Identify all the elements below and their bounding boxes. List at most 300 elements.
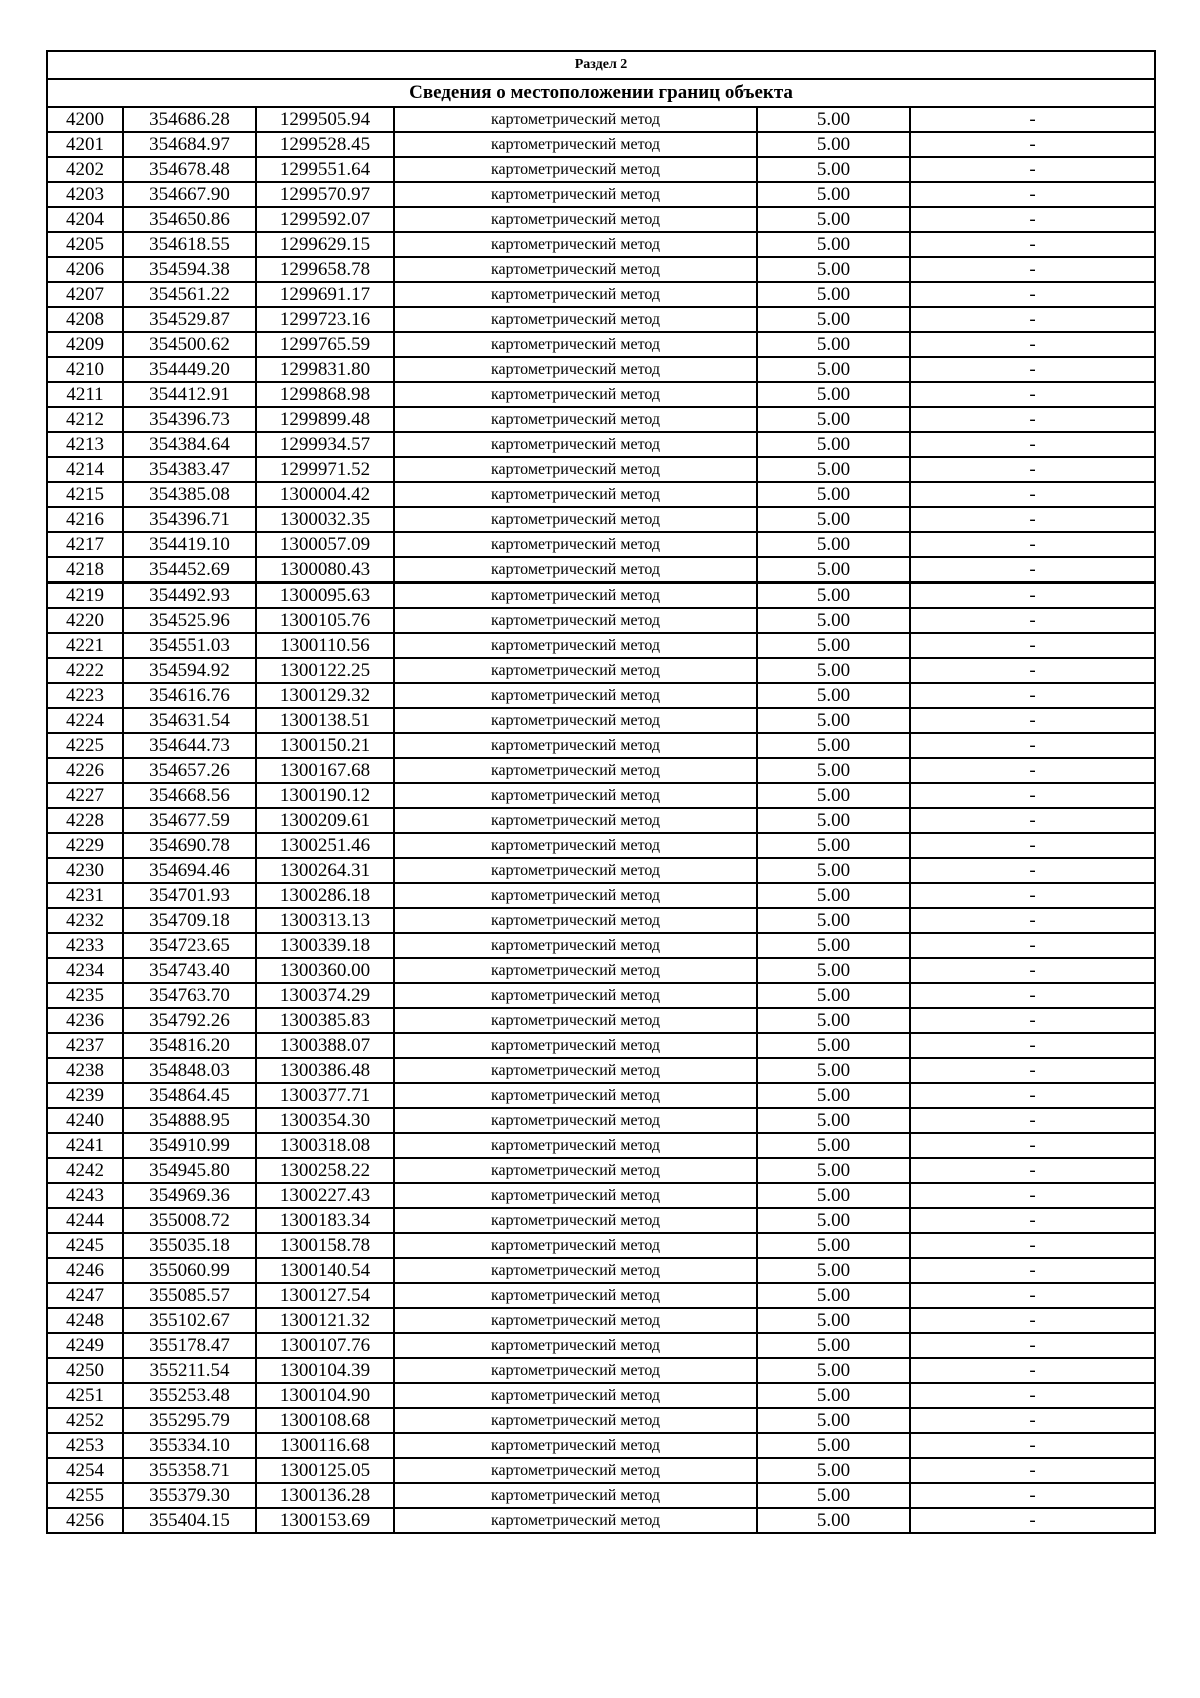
- accuracy-cell: 5.00: [757, 908, 910, 933]
- coordinate-y-cell: 1300318.08: [256, 1133, 394, 1158]
- method-cell: картометрический метод: [394, 1283, 757, 1308]
- point-number-cell: 4224: [47, 708, 123, 733]
- method-cell: картометрический метод: [394, 1033, 757, 1058]
- accuracy-cell: 5.00: [757, 1333, 910, 1358]
- coordinate-x-cell: 355035.18: [123, 1233, 256, 1258]
- note-cell: -: [910, 883, 1155, 908]
- coordinate-y-cell: 1300136.28: [256, 1483, 394, 1508]
- coordinate-y-cell: 1299934.57: [256, 432, 394, 457]
- accuracy-cell: 5.00: [757, 1458, 910, 1483]
- coordinate-x-cell: 354723.65: [123, 933, 256, 958]
- coordinate-x-cell: 354678.48: [123, 157, 256, 182]
- coordinate-x-cell: 354694.46: [123, 858, 256, 883]
- note-cell: -: [910, 908, 1155, 933]
- table-row: [47, 633, 1155, 658]
- note-cell: -: [910, 1333, 1155, 1358]
- note-cell: -: [910, 1158, 1155, 1183]
- accuracy-cell: 5.00: [757, 132, 910, 157]
- point-number-cell: 4244: [47, 1208, 123, 1233]
- accuracy-cell: 5.00: [757, 983, 910, 1008]
- coordinate-x-cell: 354969.36: [123, 1183, 256, 1208]
- coordinate-x-cell: 354792.26: [123, 1008, 256, 1033]
- accuracy-cell: 5.00: [757, 482, 910, 507]
- method-cell: картометрический метод: [394, 858, 757, 883]
- coordinate-y-cell: 1300108.68: [256, 1408, 394, 1433]
- coordinate-x-cell: 354385.08: [123, 482, 256, 507]
- coordinate-y-cell: 1300377.71: [256, 1083, 394, 1108]
- note-cell: -: [910, 633, 1155, 658]
- table-row: [47, 1008, 1155, 1033]
- table-row: [47, 783, 1155, 808]
- point-number-cell: 4250: [47, 1358, 123, 1383]
- coordinate-y-cell: 1300158.78: [256, 1233, 394, 1258]
- coordinate-x-cell: 355085.57: [123, 1283, 256, 1308]
- accuracy-cell: 5.00: [757, 1208, 910, 1233]
- note-cell: -: [910, 1133, 1155, 1158]
- point-number-cell: 4235: [47, 983, 123, 1008]
- coordinate-x-cell: 354449.20: [123, 357, 256, 382]
- point-number-cell: 4219: [47, 583, 123, 609]
- accuracy-cell: 5.00: [757, 282, 910, 307]
- point-number-cell: 4232: [47, 908, 123, 933]
- coordinate-y-cell: 1300388.07: [256, 1033, 394, 1058]
- coordinate-x-cell: 354848.03: [123, 1058, 256, 1083]
- method-cell: картометрический метод: [394, 883, 757, 908]
- table-row: [47, 1283, 1155, 1308]
- coordinate-y-cell: 1300258.22: [256, 1158, 394, 1183]
- table-row: [47, 933, 1155, 958]
- accuracy-cell: 5.00: [757, 1308, 910, 1333]
- point-number-cell: 4256: [47, 1508, 123, 1533]
- table-row: [47, 683, 1155, 708]
- accuracy-cell: 5.00: [757, 257, 910, 282]
- coordinate-x-cell: 354452.69: [123, 557, 256, 583]
- coordinate-x-cell: 354668.56: [123, 783, 256, 808]
- point-number-cell: 4240: [47, 1108, 123, 1133]
- note-cell: -: [910, 1408, 1155, 1433]
- table-row: [47, 482, 1155, 507]
- coordinate-x-cell: 354500.62: [123, 332, 256, 357]
- coordinate-y-cell: 1300386.48: [256, 1058, 394, 1083]
- note-cell: -: [910, 808, 1155, 833]
- point-number-cell: 4205: [47, 232, 123, 257]
- section-title: Сведения о местоположении границ объекта: [47, 79, 1155, 107]
- accuracy-cell: 5.00: [757, 182, 910, 207]
- coordinate-x-cell: 355102.67: [123, 1308, 256, 1333]
- method-cell: картометрический метод: [394, 1133, 757, 1158]
- coordinate-y-cell: 1300122.25: [256, 658, 394, 683]
- point-number-cell: 4234: [47, 958, 123, 983]
- point-number-cell: 4206: [47, 257, 123, 282]
- accuracy-cell: 5.00: [757, 1133, 910, 1158]
- accuracy-cell: 5.00: [757, 532, 910, 557]
- table-row: [47, 808, 1155, 833]
- table-body: [47, 51, 1155, 1533]
- coordinate-y-cell: 1300121.32: [256, 1308, 394, 1333]
- method-cell: картометрический метод: [394, 257, 757, 282]
- accuracy-cell: 5.00: [757, 633, 910, 658]
- coordinate-x-cell: 354667.90: [123, 182, 256, 207]
- point-number-cell: 4227: [47, 783, 123, 808]
- coordinate-x-cell: 354492.93: [123, 583, 256, 609]
- accuracy-cell: 5.00: [757, 507, 910, 532]
- note-cell: -: [910, 1183, 1155, 1208]
- note-cell: -: [910, 1233, 1155, 1258]
- table-row: [47, 282, 1155, 307]
- method-cell: картометрический метод: [394, 833, 757, 858]
- coordinate-x-cell: 354419.10: [123, 532, 256, 557]
- coordinate-y-cell: 1300251.46: [256, 833, 394, 858]
- note-cell: -: [910, 107, 1155, 132]
- point-number-cell: 4216: [47, 507, 123, 532]
- coordinate-y-cell: 1300360.00: [256, 958, 394, 983]
- method-cell: картометрический метод: [394, 557, 757, 583]
- point-number-cell: 4218: [47, 557, 123, 583]
- method-cell: картометрический метод: [394, 758, 757, 783]
- accuracy-cell: 5.00: [757, 1008, 910, 1033]
- coordinate-y-cell: 1299505.94: [256, 107, 394, 132]
- accuracy-cell: 5.00: [757, 733, 910, 758]
- coordinate-x-cell: 354384.64: [123, 432, 256, 457]
- table-row: [47, 532, 1155, 557]
- coordinate-y-cell: 1300095.63: [256, 583, 394, 609]
- method-cell: картометрический метод: [394, 1433, 757, 1458]
- note-cell: -: [910, 1258, 1155, 1283]
- coordinate-y-cell: 1300110.56: [256, 633, 394, 658]
- point-number-cell: 4212: [47, 407, 123, 432]
- accuracy-cell: 5.00: [757, 1158, 910, 1183]
- table-row: [47, 658, 1155, 683]
- coordinate-x-cell: 354945.80: [123, 1158, 256, 1183]
- table-row: [47, 357, 1155, 382]
- coordinate-x-cell: 354594.38: [123, 257, 256, 282]
- note-cell: -: [910, 858, 1155, 883]
- note-cell: -: [910, 132, 1155, 157]
- point-number-cell: 4228: [47, 808, 123, 833]
- coordinate-y-cell: 1299528.45: [256, 132, 394, 157]
- method-cell: картометрический метод: [394, 107, 757, 132]
- accuracy-cell: 5.00: [757, 1508, 910, 1533]
- method-cell: картометрический метод: [394, 1108, 757, 1133]
- coordinate-y-cell: 1299971.52: [256, 457, 394, 482]
- point-number-cell: 4204: [47, 207, 123, 232]
- coordinate-x-cell: 354650.86: [123, 207, 256, 232]
- method-cell: картометрический метод: [394, 1058, 757, 1083]
- coordinate-x-cell: 354631.54: [123, 708, 256, 733]
- accuracy-cell: 5.00: [757, 357, 910, 382]
- accuracy-cell: 5.00: [757, 1033, 910, 1058]
- coordinate-y-cell: 1299658.78: [256, 257, 394, 282]
- method-cell: картометрический метод: [394, 532, 757, 557]
- method-cell: картометрический метод: [394, 808, 757, 833]
- point-number-cell: 4214: [47, 457, 123, 482]
- accuracy-cell: 5.00: [757, 1183, 910, 1208]
- table-row: [47, 1433, 1155, 1458]
- point-number-cell: 4254: [47, 1458, 123, 1483]
- coordinate-x-cell: 355334.10: [123, 1433, 256, 1458]
- method-cell: картометрический метод: [394, 1183, 757, 1208]
- method-cell: картометрический метод: [394, 282, 757, 307]
- table-row: [47, 1508, 1155, 1533]
- table-row: [47, 107, 1155, 132]
- coordinate-y-cell: 1300374.29: [256, 983, 394, 1008]
- accuracy-cell: 5.00: [757, 307, 910, 332]
- point-number-cell: 4221: [47, 633, 123, 658]
- accuracy-cell: 5.00: [757, 658, 910, 683]
- table-row: [47, 1483, 1155, 1508]
- coordinate-x-cell: 354525.96: [123, 608, 256, 633]
- method-cell: картометрический метод: [394, 207, 757, 232]
- coordinate-x-cell: 354816.20: [123, 1033, 256, 1058]
- note-cell: -: [910, 1458, 1155, 1483]
- note-cell: -: [910, 257, 1155, 282]
- accuracy-cell: 5.00: [757, 883, 910, 908]
- coordinate-x-cell: 355178.47: [123, 1333, 256, 1358]
- note-cell: -: [910, 457, 1155, 482]
- coordinate-y-cell: 1300339.18: [256, 933, 394, 958]
- coordinate-y-cell: 1300140.54: [256, 1258, 394, 1283]
- coordinate-x-cell: 354657.26: [123, 758, 256, 783]
- coordinate-y-cell: 1300032.35: [256, 507, 394, 532]
- method-cell: картометрический метод: [394, 1508, 757, 1533]
- coordinate-x-cell: 354618.55: [123, 232, 256, 257]
- table-row: [47, 382, 1155, 407]
- section-label-row: [47, 51, 1155, 79]
- point-number-cell: 4202: [47, 157, 123, 182]
- accuracy-cell: 5.00: [757, 758, 910, 783]
- method-cell: картометрический метод: [394, 583, 757, 609]
- coordinate-y-cell: 1300167.68: [256, 758, 394, 783]
- coordinate-x-cell: 355358.71: [123, 1458, 256, 1483]
- coordinate-y-cell: 1300153.69: [256, 1508, 394, 1533]
- point-number-cell: 4245: [47, 1233, 123, 1258]
- coordinate-y-cell: 1299551.64: [256, 157, 394, 182]
- coordinate-x-cell: 354701.93: [123, 883, 256, 908]
- note-cell: -: [910, 833, 1155, 858]
- coordinate-y-cell: 1300104.39: [256, 1358, 394, 1383]
- method-cell: картометрический метод: [394, 507, 757, 532]
- note-cell: -: [910, 583, 1155, 609]
- coordinate-y-cell: 1300080.43: [256, 557, 394, 583]
- table-row: [47, 608, 1155, 633]
- note-cell: -: [910, 708, 1155, 733]
- coordinate-x-cell: 355404.15: [123, 1508, 256, 1533]
- point-number-cell: 4248: [47, 1308, 123, 1333]
- point-number-cell: 4243: [47, 1183, 123, 1208]
- method-cell: картометрический метод: [394, 132, 757, 157]
- note-cell: -: [910, 1383, 1155, 1408]
- point-number-cell: 4247: [47, 1283, 123, 1308]
- note-cell: -: [910, 983, 1155, 1008]
- method-cell: картометрический метод: [394, 1308, 757, 1333]
- accuracy-cell: 5.00: [757, 1408, 910, 1433]
- accuracy-cell: 5.00: [757, 1383, 910, 1408]
- method-cell: картометрический метод: [394, 1383, 757, 1408]
- method-cell: картометрический метод: [394, 432, 757, 457]
- accuracy-cell: 5.00: [757, 783, 910, 808]
- method-cell: картометрический метод: [394, 933, 757, 958]
- table-row: [47, 858, 1155, 883]
- accuracy-cell: 5.00: [757, 432, 910, 457]
- coordinate-y-cell: 1300385.83: [256, 1008, 394, 1033]
- table-row: [47, 132, 1155, 157]
- coordinate-x-cell: 354561.22: [123, 282, 256, 307]
- point-number-cell: 4231: [47, 883, 123, 908]
- coordinate-y-cell: 1300127.54: [256, 1283, 394, 1308]
- method-cell: картометрический метод: [394, 633, 757, 658]
- note-cell: -: [910, 332, 1155, 357]
- accuracy-cell: 5.00: [757, 1483, 910, 1508]
- point-number-cell: 4209: [47, 332, 123, 357]
- point-number-cell: 4210: [47, 357, 123, 382]
- point-number-cell: 4251: [47, 1383, 123, 1408]
- method-cell: картометрический метод: [394, 407, 757, 432]
- accuracy-cell: 5.00: [757, 933, 910, 958]
- table-row: [47, 457, 1155, 482]
- accuracy-cell: 5.00: [757, 207, 910, 232]
- coordinate-y-cell: 1300190.12: [256, 783, 394, 808]
- coordinate-x-cell: 354763.70: [123, 983, 256, 1008]
- coordinate-x-cell: 354690.78: [123, 833, 256, 858]
- point-number-cell: 4252: [47, 1408, 123, 1433]
- accuracy-cell: 5.00: [757, 1433, 910, 1458]
- note-cell: -: [910, 1083, 1155, 1108]
- method-cell: картометрический метод: [394, 983, 757, 1008]
- coordinate-x-cell: 354383.47: [123, 457, 256, 482]
- section-title-row: [47, 79, 1155, 107]
- coordinate-x-cell: 354888.95: [123, 1108, 256, 1133]
- table-row: [47, 332, 1155, 357]
- coordinate-x-cell: 354529.87: [123, 307, 256, 332]
- table-row: [47, 758, 1155, 783]
- method-cell: картометрический метод: [394, 1208, 757, 1233]
- point-number-cell: 4215: [47, 482, 123, 507]
- point-number-cell: 4201: [47, 132, 123, 157]
- point-number-cell: 4246: [47, 1258, 123, 1283]
- accuracy-cell: 5.00: [757, 608, 910, 633]
- coordinate-x-cell: 354396.73: [123, 407, 256, 432]
- table-row: [47, 1458, 1155, 1483]
- point-number-cell: 4241: [47, 1133, 123, 1158]
- accuracy-cell: 5.00: [757, 382, 910, 407]
- accuracy-cell: 5.00: [757, 1058, 910, 1083]
- table-row: [47, 557, 1155, 583]
- coordinate-y-cell: 1299629.15: [256, 232, 394, 257]
- coordinate-x-cell: 354686.28: [123, 107, 256, 132]
- table-row: [47, 307, 1155, 332]
- accuracy-cell: 5.00: [757, 1283, 910, 1308]
- method-cell: картометрический метод: [394, 457, 757, 482]
- accuracy-cell: 5.00: [757, 1258, 910, 1283]
- table-row: [47, 983, 1155, 1008]
- note-cell: -: [910, 758, 1155, 783]
- method-cell: картометрический метод: [394, 1408, 757, 1433]
- coordinate-y-cell: 1299899.48: [256, 407, 394, 432]
- accuracy-cell: 5.00: [757, 1083, 910, 1108]
- coordinate-x-cell: 354864.45: [123, 1083, 256, 1108]
- table-row: [47, 1383, 1155, 1408]
- point-number-cell: 4255: [47, 1483, 123, 1508]
- method-cell: картометрический метод: [394, 683, 757, 708]
- point-number-cell: 4213: [47, 432, 123, 457]
- table-row: [47, 583, 1155, 609]
- coordinate-x-cell: 354684.97: [123, 132, 256, 157]
- note-cell: -: [910, 482, 1155, 507]
- note-cell: -: [910, 1008, 1155, 1033]
- note-cell: -: [910, 658, 1155, 683]
- coordinate-x-cell: 354616.76: [123, 683, 256, 708]
- coordinate-y-cell: 1299592.07: [256, 207, 394, 232]
- accuracy-cell: 5.00: [757, 457, 910, 482]
- point-number-cell: 4223: [47, 683, 123, 708]
- coordinate-x-cell: 354644.73: [123, 733, 256, 758]
- note-cell: -: [910, 1358, 1155, 1383]
- coordinate-y-cell: 1300057.09: [256, 532, 394, 557]
- table-row: [47, 257, 1155, 282]
- note-cell: -: [910, 933, 1155, 958]
- note-cell: -: [910, 307, 1155, 332]
- method-cell: картометрический метод: [394, 783, 757, 808]
- table-row: [47, 207, 1155, 232]
- method-cell: картометрический метод: [394, 658, 757, 683]
- method-cell: картометрический метод: [394, 482, 757, 507]
- accuracy-cell: 5.00: [757, 332, 910, 357]
- point-number-cell: 4207: [47, 282, 123, 307]
- table-row: [47, 1258, 1155, 1283]
- table-row: [47, 1183, 1155, 1208]
- table-row: [47, 1208, 1155, 1233]
- accuracy-cell: 5.00: [757, 232, 910, 257]
- method-cell: картометрический метод: [394, 332, 757, 357]
- note-cell: -: [910, 1483, 1155, 1508]
- note-cell: -: [910, 1433, 1155, 1458]
- note-cell: -: [910, 958, 1155, 983]
- coordinate-x-cell: 354594.92: [123, 658, 256, 683]
- table-row: [47, 1333, 1155, 1358]
- method-cell: картометрический метод: [394, 1008, 757, 1033]
- method-cell: картометрический метод: [394, 232, 757, 257]
- method-cell: картометрический метод: [394, 708, 757, 733]
- point-number-cell: 4236: [47, 1008, 123, 1033]
- method-cell: картометрический метод: [394, 157, 757, 182]
- note-cell: -: [910, 407, 1155, 432]
- note-cell: -: [910, 1308, 1155, 1333]
- accuracy-cell: 5.00: [757, 708, 910, 733]
- table-row: [47, 908, 1155, 933]
- accuracy-cell: 5.00: [757, 107, 910, 132]
- point-number-cell: 4203: [47, 182, 123, 207]
- coordinate-x-cell: 355008.72: [123, 1208, 256, 1233]
- method-cell: картометрический метод: [394, 1333, 757, 1358]
- accuracy-cell: 5.00: [757, 683, 910, 708]
- accuracy-cell: 5.00: [757, 583, 910, 609]
- table-row: [47, 182, 1155, 207]
- coordinate-y-cell: 1300107.76: [256, 1333, 394, 1358]
- note-cell: -: [910, 557, 1155, 583]
- coordinate-y-cell: 1300264.31: [256, 858, 394, 883]
- point-number-cell: 4237: [47, 1033, 123, 1058]
- point-number-cell: 4249: [47, 1333, 123, 1358]
- table-row: [47, 407, 1155, 432]
- table-row: [47, 1033, 1155, 1058]
- point-number-cell: 4242: [47, 1158, 123, 1183]
- accuracy-cell: 5.00: [757, 808, 910, 833]
- note-cell: -: [910, 207, 1155, 232]
- table-row: [47, 1158, 1155, 1183]
- point-number-cell: 4200: [47, 107, 123, 132]
- table-row: [47, 1408, 1155, 1433]
- coordinate-y-cell: 1300129.32: [256, 683, 394, 708]
